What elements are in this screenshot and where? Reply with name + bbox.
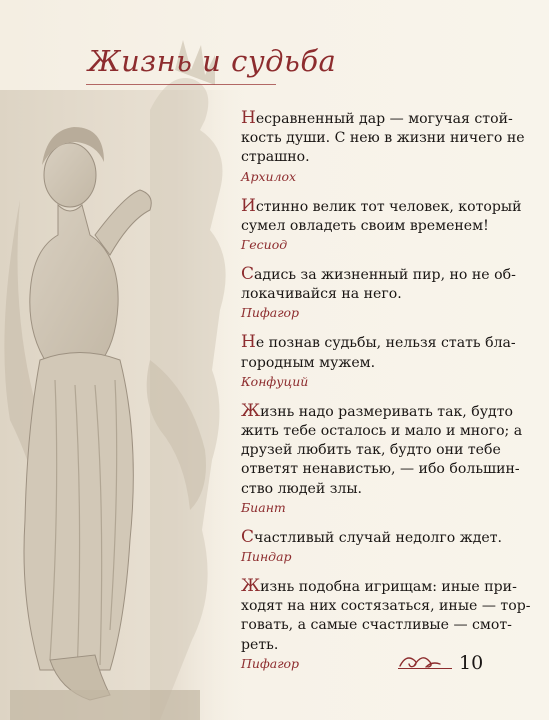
quote-body: е познав судьбы, нельзя стать бла-городным мужем. (241, 335, 516, 371)
quote-item (241, 333, 531, 389)
quote-body: изнь подобна игрищам: иные при-ходят на них состязаться, иные — тор-говать, а самые счастливые — смот-реть. (241, 579, 531, 653)
section-title: Жизнь и судьба (88, 44, 337, 78)
quote-body: есравненный дар — могучая стой-кость души. С нею в жизни ничего не страшно. (241, 111, 525, 166)
drop-cap: И (241, 195, 256, 216)
quote-item (241, 577, 531, 672)
quote-author: Конфуций (241, 373, 309, 389)
title-underline (86, 84, 276, 85)
angel-statue-illustration (0, 0, 260, 720)
page-number: 10 (459, 652, 484, 674)
drop-cap: Н (241, 108, 256, 128)
quote-text (241, 402, 531, 499)
quote-author: Биант (241, 499, 286, 515)
drop-cap: Ж (241, 400, 261, 421)
quote-item (241, 528, 531, 565)
quote-item (241, 197, 531, 253)
quote-text (241, 528, 531, 548)
quote-item (241, 109, 531, 185)
drop-cap: С (241, 264, 255, 285)
footer-rule (398, 668, 452, 669)
quote-body: изнь надо размеривать так, будто жить тебе осталось и мало и много; а друзей любить так, будто они тебе ответят ненавистью, — ибо большин-ство людей злы. (241, 403, 523, 497)
quote-text (241, 333, 531, 372)
quote-item (241, 402, 531, 516)
quote-author: Пифагор (241, 655, 300, 671)
drop-cap: Ж (241, 576, 261, 597)
quote-author: Архилох (241, 168, 297, 184)
quotes-list (241, 109, 531, 684)
quote-text (241, 109, 531, 168)
quote-author: Гесиод (241, 237, 288, 253)
drop-cap: С (241, 526, 255, 547)
quote-author: Пифагор (241, 305, 300, 321)
quote-text (241, 577, 531, 655)
quote-author: Пиндар (241, 549, 292, 565)
quote-text (241, 197, 531, 236)
drop-cap: Н (241, 332, 256, 353)
quote-text (241, 265, 531, 304)
quote-body: стинно велик тот человек, который сумел овладеть своим временем! (241, 198, 522, 234)
quote-body: адись за жизненный пир, но не об-локачивайся на него. (241, 267, 516, 303)
quote-body: частливый случай недолго ждет. (254, 529, 502, 546)
quote-item (241, 265, 531, 321)
